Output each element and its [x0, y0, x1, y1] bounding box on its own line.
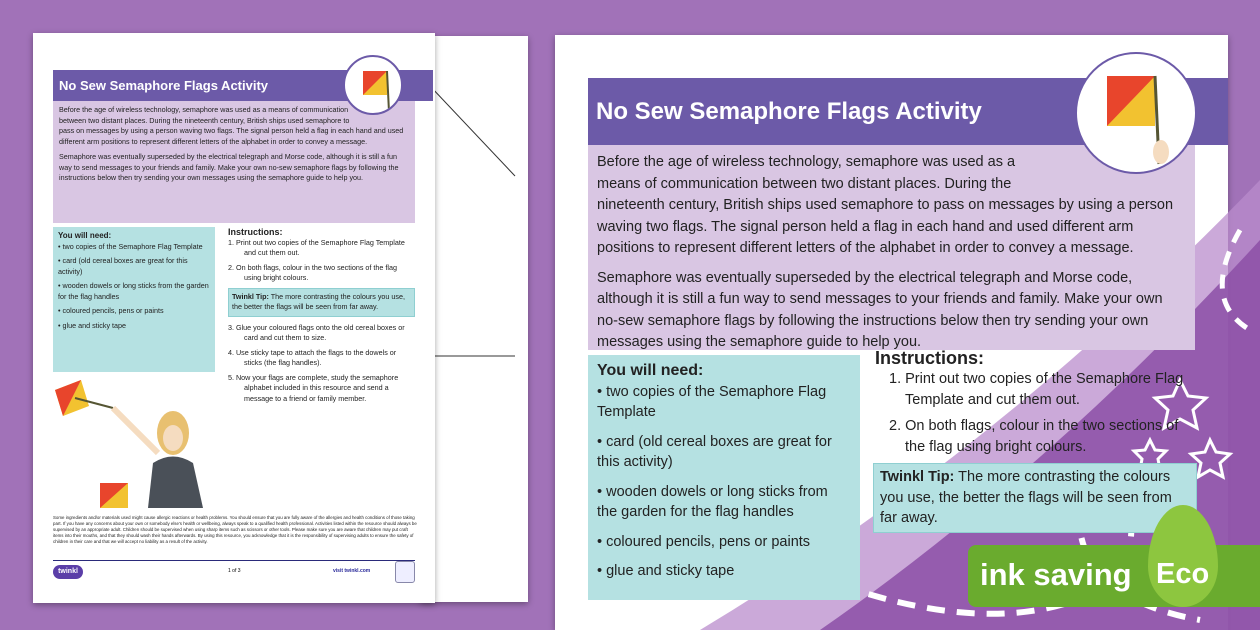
need-item: • glue and sticky tape	[58, 320, 127, 330]
step: 2. On both flags, colour in the two sections of the flag using bright colours.	[889, 418, 1179, 455]
instructions	[875, 347, 1195, 533]
need-item: • card (old cereal boxes are great for this activity)	[58, 256, 188, 276]
intro-box	[53, 101, 415, 223]
need-item: • glue and sticky tape	[597, 563, 735, 579]
need-item: • two copies of the Semaphore Flag Template	[597, 383, 827, 420]
tip-box	[228, 288, 415, 317]
step: 1. Print out two copies of the Semaphore Flag Template and cut them out.	[889, 371, 1184, 408]
step: 3. Glue your coloured flags onto the old cereal boxes or card and cut them to size.	[228, 322, 405, 342]
tip-text: The more contrasting the colours you use, the better the flags will be seen from far away.	[232, 291, 405, 311]
tip-text: The more contrasting the colours you use, the better the flags will be seen from far away.	[880, 469, 1172, 526]
preview-page-small	[33, 33, 435, 603]
instructions	[228, 227, 415, 404]
instructions-title: Instructions:	[228, 227, 283, 237]
step: 1. Print out two copies of the Semaphore Flag Template and cut them out.	[228, 237, 405, 257]
need-title: You will need:	[597, 362, 704, 379]
tip-box	[873, 463, 1197, 533]
intro-paragraph: Before the age of wireless technology, semaphore was used as a means of communication between two distant places. During the nineteenth century, British ships used semaphore to pass on messages by using a person waving two flags. The signal person held a flag in each hand and used different arm positions to represent different letters of the alphabet in order to convey a message.	[59, 105, 404, 146]
need-item: • wooden dowels or long sticks from the garden for the flag handles	[58, 281, 209, 301]
need-box	[53, 227, 215, 372]
tip-label: Twinkl Tip:	[880, 469, 955, 485]
flag-icon-circle	[343, 55, 403, 115]
need-title: You will need:	[58, 231, 112, 240]
instructions-title: Instructions:	[875, 348, 985, 368]
page-title: No Sew Semaphore Flags Activity	[588, 78, 1228, 145]
page-number: 1 of 3	[228, 568, 241, 574]
need-box	[588, 355, 860, 600]
need-item: • two copies of the Semaphore Flag Template	[58, 241, 203, 251]
tip-label: Twinkl Tip:	[232, 291, 269, 301]
intro-paragraph: Semaphore was eventually superseded by the electrical telegraph and Morse code, although it is still a fun way to send messages to your friends and family. Make your own no-sew semaphore flags by following the instructions below then try sending your own messages using the semaphore guide to help you.	[59, 152, 399, 182]
need-item: • coloured pencils, pens or paints	[58, 306, 164, 315]
need-item: • card (old cereal boxes are great for this activity)	[597, 433, 832, 470]
step: 2. On both flags, colour in the two sections of the flag using bright colours.	[228, 262, 398, 282]
need-item: • wooden dowels or long sticks from the garden for the flag handles	[597, 483, 828, 520]
disclaimer: Some ingredients and/or materials used might cause allergic reactions or health problems. You should ensure that you are fully aware of the allergies and health conditions of those taking part. If you have any concerns about your own or somebody else's health or wellbeing, always speak to a qualified health professional. Activities listed within the resource should always be supervised by an appropriate adult. Children should be supervised when using sharp items such as scissors or other tools. Please make sure you are aware that children may put craft items into their mouths, and that they should wash their hands afterwards. By using this resource, you acknowledge that it is the responsibility of supervising adults to ensure the safety of children in their care and that we will accept no liability as a result of the activity.	[53, 515, 417, 544]
intro-box	[588, 145, 1195, 350]
need-item: • coloured pencils, pens or paints	[597, 533, 811, 550]
flag-icon-circle	[1075, 52, 1197, 174]
eco-label: Eco	[1156, 558, 1210, 590]
ink-saving-badge	[968, 545, 1260, 607]
footer-link[interactable]: visit twinkl.com	[333, 568, 371, 574]
twinkl-logo: twinkl	[53, 565, 83, 579]
page-title: No Sew Semaphore Flags Activity	[53, 70, 433, 101]
intro-paragraph: Before the age of wireless technology, semaphore was used as a means of communication between two distant places. During the nineteenth century, British ships used semaphore to pass on messages by using a person waving two flags. The signal person held a flag in each hand and used different arm positions to represent different letters of the alphabet in order to convey a message.	[597, 154, 1174, 256]
step: 5. Now your flags are complete, study the semaphore alphabet included in this resource and send a message to a friend or family member.	[228, 372, 399, 403]
intro-paragraph: Semaphore was eventually superseded by the electrical telegraph and Morse code, although it is still a fun way to send messages to your friends and family. Make your own no-sew semaphore flags by following the instructions below then try sending your own messages using the semaphore guide to help you.	[597, 269, 1163, 350]
step: 4. Use sticky tape to attach the flags to the dowels or sticks (the flag handles).	[228, 347, 397, 367]
badge-text: ink saving	[980, 557, 1132, 592]
